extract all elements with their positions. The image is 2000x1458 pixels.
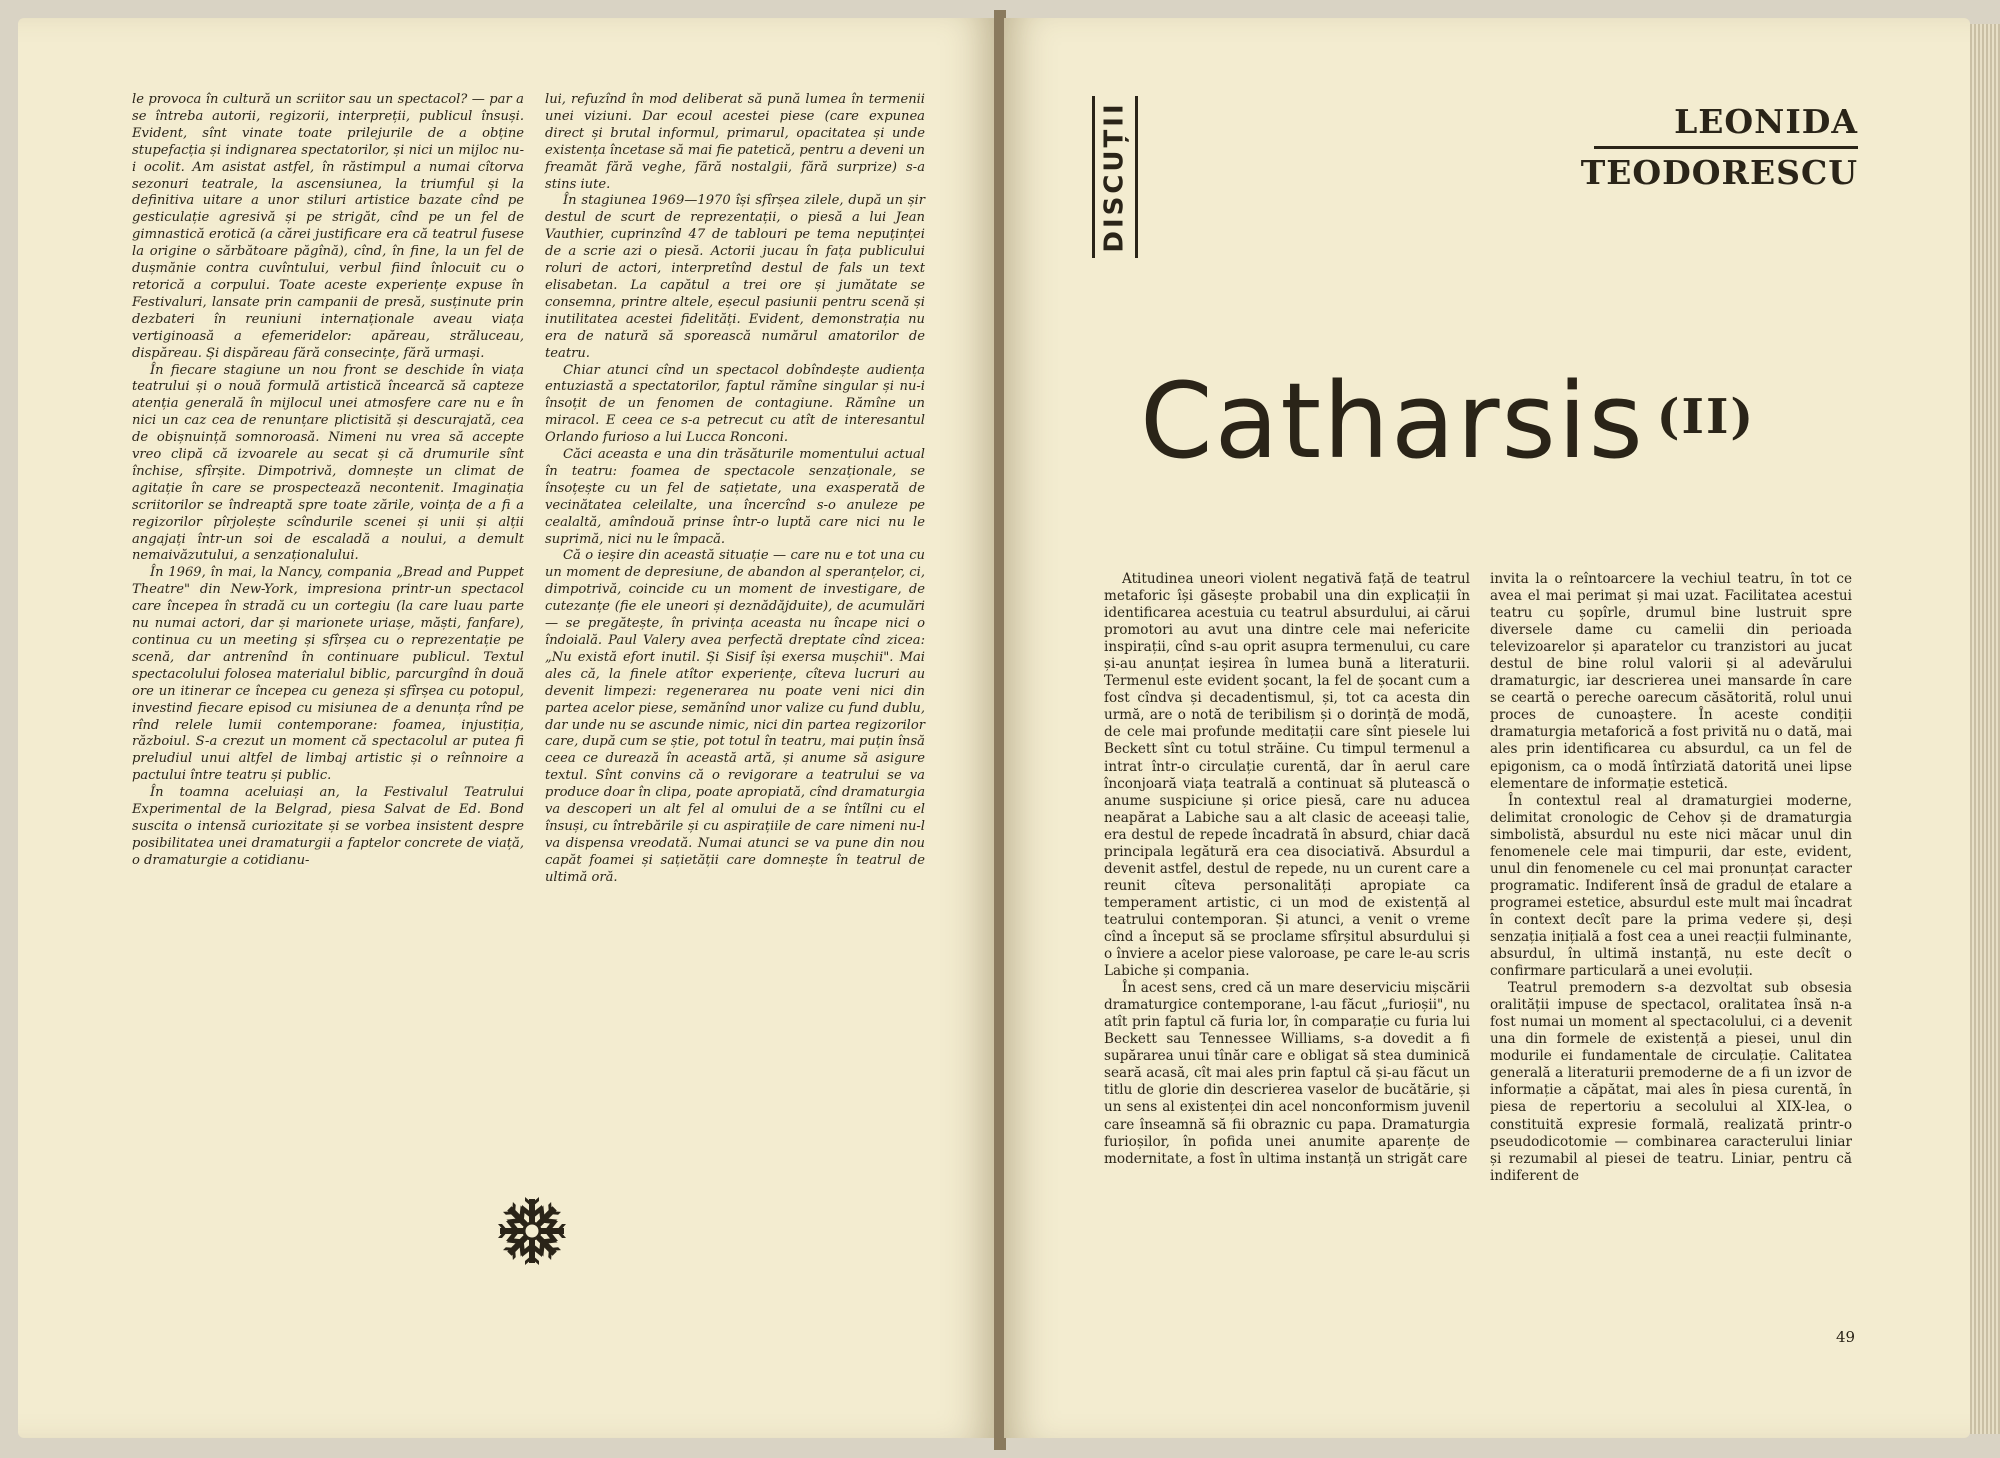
section-label (1092, 96, 1138, 258)
paragraph: În 1969, în mai, la Nancy, compania „Bread and Puppet Theatre" din New-York, impresiona printr-un spectacol care începea în stradă cu un cortegiu (la care luau parte nu numai actori, dar și marionete uriașe, măști, fanfare), continua cu un meeting și sfîrșea cu o reprezentație pe scenă, dar antrenînd în continuare publicul. Textul spectacolului folosea materialul biblic, parcurgînd în două ore un itinerar ce începea cu geneza și sfîrșea cu potopul, investind fiecare episod cu misiunea de a denunța rînd pe rînd relele lumii contemporane: foamea, injustiția, războiul. S-a crezut un moment că spectacolul ar putea fi preludiul unui altfel de limbaj artistic și o reînnoire a pactului între teatru și public. (132, 565, 524, 784)
page-number: 49 (1836, 1328, 1856, 1346)
page-edges (1970, 24, 2000, 1434)
author-first-name: LEONIDA (1674, 102, 1858, 141)
author-rule (1594, 146, 1858, 149)
paragraph: Teatrul premodern s-a dezvoltat sub obsesia oralității impuse de spectacol, oralitatea însă n-a fost numai un moment al spectacolului, ci a devenit una din formele de existență a piesei, unul din modurile ei fundamentale de circulație. Calitatea generală a literaturii premoderne de a fi un izvor de informație a căpătat, mai ales în piesa curentă, în piesa de repertoriu a secolului al XIX-lea, o constituită expresie formală, realizată printr-o pseudodicotomie — combinarea caracterului liniar și rezumabil al piesei de teatru. Liniar, pentru că indiferent de (1490, 980, 1852, 1184)
article-title (1140, 360, 1755, 482)
author-last-name: TEODORESCU (1580, 153, 1858, 192)
section-label-text: DISCUȚII (1100, 101, 1131, 253)
right-column-1 (1104, 571, 1470, 1168)
paragraph: În fiecare stagiune un nou front se deschide în viața teatrului și o nouă formulă artistică încearcă să capteze atenția generală în mijlocul unei atmosfere care nu e în nici un caz cea de renunțare plictisită și descurajată, cea de obișnuință somnoroasă. Nimeni nu vrea să accepte vreo clipă că izvoarele au secat și că drumurile sînt închise, sfîrșite. Dimpotrivă, domnește un climat de agitație în care se prospectează necontenit. Imaginația scriitorilor se îndreaptă spre toate zările, voința de a fi a regizorilor pîrjolește scîndurile scenei și unii și alții angajați într-un soi de escaladă a noului, a demult nemaivăzutului, a senzaționalului. (132, 362, 524, 564)
paragraph: În contextul real al dramaturgiei moderne, delimitat cronologic de Cehov și de dramaturgia simbolistă, absurdul nu este nici măcar unul din fenomenele cele mai timpurii, dar este, evident, unul din fenomenele cu cel mai pronunțat caracter programatic. Indiferent însă de gradul de etalare a programei estetice, absurdul este mult mai încadrat în context decît pare la prima vedere și, deși senzația inițială a fost cea a unei reacții fulminante, absurdul, în ultimă instanță, nu este decît o confirmare particulară a unei evoluții. (1490, 792, 1852, 980)
paragraph: invita la o reîntoarcere la vechiul teatru, în tot ce avea el mai perimat și mai uzat. Facilitatea acestui teatru cu șopîrle, drumul bine lustruit spre diversele dame cu camelii din perioada televizoarelor și aparatelor cu tranzistori au jucat destul de bine rolul valorii și al adevărului dramaturgic, iar descrierea unei mansarde în care se ceartă o pereche oarecum căsătorită, rolul unui proces de cunoaștere. În aceste condiții dramaturgia metaforică a fost privită nu o dată, mai ales prin identificarea cu absurdul, ca un fel de epigonism, ca o modă întîrziată datorită unei lipse elementare de informație estetică. (1490, 571, 1852, 792)
paragraph: În acest sens, cred că un mare deserviciu mișcării dramaturgice contemporane, l-au făcut „furioșii", nu atît prin faptul că furia lor, în comparație cu furia lui Beckett sau Tennessee Williams, s-a dovedit a fi supărarea unui tînăr care e obligat să stea duminică seară acasă, cît mai ales prin faptul că și-au făcut un titlu de glorie din descrierea vaselor de bucătărie, și un sens al existenței din acel nonconformism juvenil care înseamnă să fii obraznic cu papa. Dramaturgia furioșilor, în pofida unei anumite aparențe de modernitate, a fost în ultima instanță un strigăt care (1104, 980, 1470, 1167)
snowflake-ornament-icon (497, 1196, 567, 1266)
left-column-2 (545, 92, 925, 887)
paragraph: În stagiunea 1969—1970 își sfîrșea zilele, după un șir destul de scurt de reprezentații, o piesă a lui Jean Vauthier, cuprinzînd 47 de tablouri pe tema nepuținței de a scrie azi o piesă. Actorii jucau în fața publicului roluri de actori, interpretînd destul de fals un text elisabetan. La capătul a trei ore și jumătate se consemna, printre altele, eșecul pasiunii pentru scenă și inutilitatea acestei fidelități. Evident, demonstrația nu era de natură să sporească numărul amatorilor de teatru. (545, 193, 925, 361)
paragraph: Chiar atunci cînd un spectacol dobîndește audiența entuziastă a spectatorilor, faptul rămîne singular și nu-i însoțit de un fenomen de contagiune. Rămîne un miracol. E ceea ce s-a petrecut cu atît de interesantul Orlando furioso a lui Lucca Ronconi. (545, 362, 925, 446)
paragraph: Atitudinea uneori violent negativă față de teatrul metaforic își găsește probabil una din explicații în identificarea acestuia cu teatrul absurdului, ai cărui promotori au avut una dintre cele mai nefericite inspirații, cînd s-au oprit asupra termenului, cu care și-au anunțat ieșirea în lumea bună a literaturii. Termenul este evident șocant, la fel de șocant cum a fost cîndva și decadentismul, și, tot ca acesta din urmă, are o notă de teribilism și o dorință de modă, de cele mai profunde meditații care sînt piesele lui Beckett sînt cu totul străine. Cu timpul termenul a intrat într-o circulație curentă, dar în aerul care înconjoară viața teatrală a continuat să plutească o anume suspiciune și orice piesă, care nu aducea neapărat a Labiche sau a alt clasic de aceeași talie, era destul de repede încadrată în absurd, chiar dacă principala legătură era cea disociativă. Absurdul a devenit astfel, destul de repede, nu un curent care a reunit cîteva personalități apropiate ca temperament artistic, ci un mod de existență al teatrului contemporan. Și atunci, a venit o vreme cînd a început să se proclame sfîrșitul absurdului și o înviere a acelor piese valoroase, pe care le-au scris Labiche și compania. (1104, 571, 1470, 980)
right-column-2 (1490, 571, 1852, 1185)
article-title-part: (II) (1656, 389, 1756, 445)
article-title-text: Catharsis (1140, 360, 1645, 482)
author-name (1558, 100, 1858, 195)
left-column-1 (132, 92, 524, 870)
paragraph: lui, refuzînd în mod deliberat să pună lumea în termenii unei viziuni. Dar ecoul acestei piese (care expunea direct și brutal informul, primarul, opacitatea și unde existența încetase să mai fie patetică, pentru a deveni un freamăt fără veghe, fără nostalgii, fără surprize) s-a stins iute. (545, 92, 925, 192)
paragraph: Că o ieșire din această situație — care nu e tot una cu un moment de depresiune, de abandon al speranțelor, ci, dimpotrivă, coincide cu un moment de investigare, de cutezanțe (fie ele uneori și deznădăjduite), de acumulări — se pregătește, în privința aceasta nu încape nici o îndoială. Paul Valery avea perfectă dreptate cînd zicea: „Nu există efort inutil. Și Sisif își exersa mușchii". Mai ales că, la finele atîtor experiențe, cîteva lucruri au devenit limpezi: regenerarea nu poate veni nici din partea acelor piese, semănînd unor valize cu fund dublu, dar unde nu se ascunde nimic, nici din partea regizorilor care, după cum se știe, pot totul în teatru, mai puțin însă ceea ce durează în această artă, și anume să asigure textul. Sînt convins că o revigorare a teatrului se va produce doar în clipa, poate apropiată, cînd dramaturgia va descoperi un alt fel al omului de a se întîlni cu el însuși, cu întrebările și cu aspirațiile de care nimeni nu-l va dispensa vreodată. Numai atunci se va pune din nou capăt foamei și sațietății care domnește în teatrul de ultimă oră. (545, 548, 925, 885)
paragraph: le provoca în cultură un scriitor sau un spectacol? — par a se întreba autorii, regizorii, interpreții, publicul însuși. Evident, sînt vinate toate prilejurile de a obține stupefacția și indignarea spectatorilor, și nici un mijloc nu-i ocolit. Am asistat astfel, în răstimpul a numai cîtorva sezonuri teatrale, la ascensiunea, la triumful și la definitiva uitare a unor stiluri artistice bazate cînd pe gesticulație agresivă și pe strigăt, cînd pe un fel de gimnastică erotică (a cărei justificare era că teatrul fusese la origine o sărbătoare păgînă), cînd, în fine, la un fel de dușmănie contra cuvîntului, verbul fiind înlocuit cu o retorică a corpului. Toate aceste experiențe expuse în Festivaluri, lansate prin campanii de presă, susținute prin dezbateri în reuniuni internaționale aveau viața vertiginoasă a efemeridelor: apăreau, străluceau, dispăreau. Și dispăreau fără consecințe, fără urmași. (132, 92, 524, 361)
paragraph: În toamna aceluiași an, la Festivalul Teatrului Experimental de la Belgrad, piesa Salvat de Ed. Bond suscita o intensă curiozitate și se vorbea insistent despre posibilitatea unei dramaturgii a faptelor concrete de viață, o dramaturgie a cotidianu- (132, 785, 524, 868)
paragraph: Căci aceasta e una din trăsăturile momentului actual în teatru: foamea de spectacole senzaționale, se însoțește cu un fel de sațietate, una exasperată de vecinătatea celeilalte, una încercînd s-o anuleze pe cealaltă, amîndouă prinse într-o luptă care nici nu le suprimă, nici nu le împacă. (545, 447, 925, 547)
